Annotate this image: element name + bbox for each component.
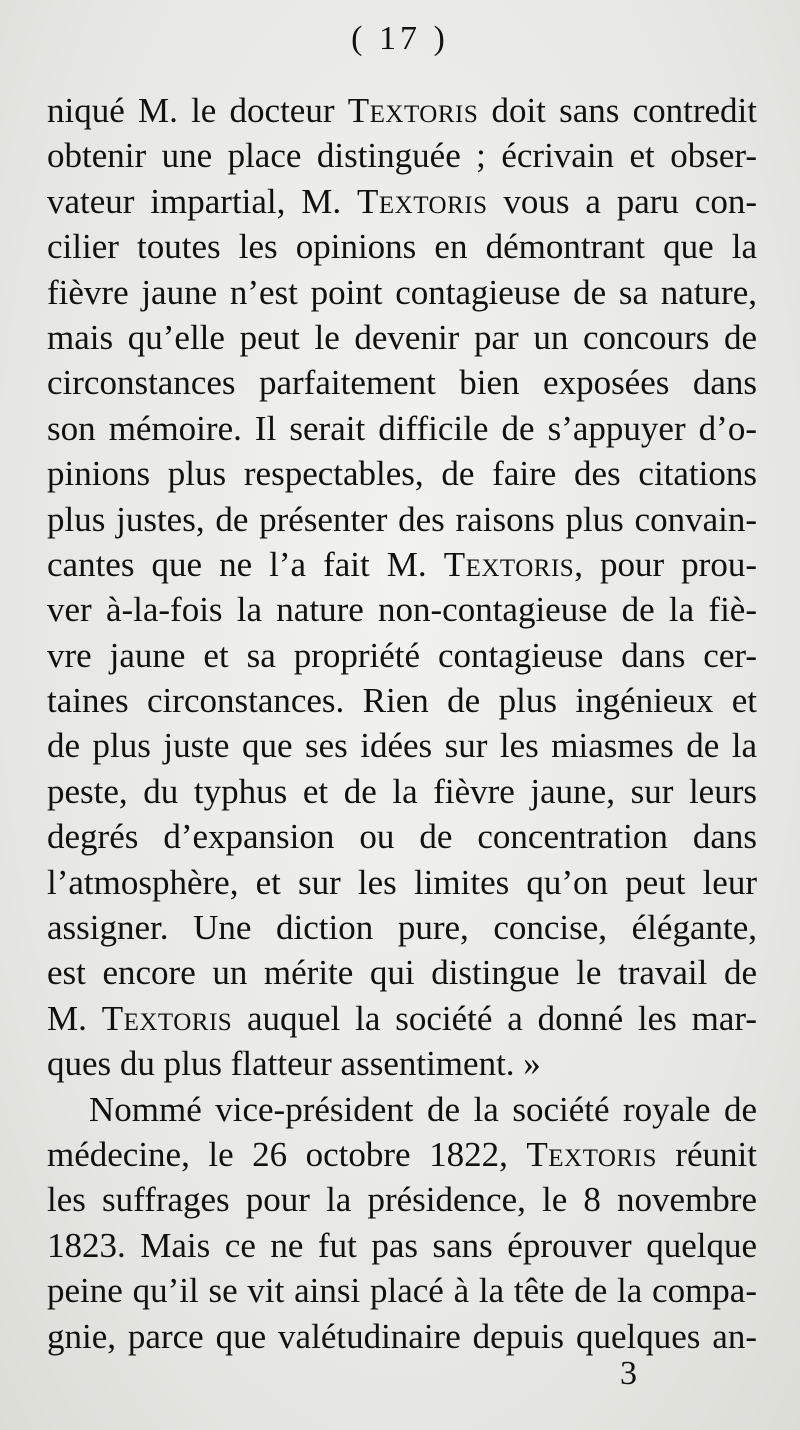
text-line: cantes que ne l’a fait M. Textoris, pour prou-	[47, 544, 757, 584]
text-line: son mémoire. Il serait difficile de s’appuyer d’o-	[47, 408, 757, 448]
text-line: fièvre jaune n’est point contagieuse de sa nature,	[47, 272, 757, 312]
text-line: assigner. Une diction pure, concise, élégante,	[47, 908, 757, 948]
text-line: 1823. Mais ce ne fut pas sans éprouver quelque	[47, 1225, 757, 1265]
text-line: pinions plus respectables, de faire des citations	[47, 454, 757, 494]
text-line: médecine, le 26 octobre 1822, Textoris réunit	[47, 1134, 758, 1174]
text-line: Nommé vice-président de la société royale de	[89, 1089, 757, 1129]
signature-mark: 3	[620, 1355, 637, 1392]
text-line: est encore un mérite qui distingue le travail de	[47, 953, 757, 993]
text-line: obtenir une place distinguée ; écrivain et obser-	[47, 136, 757, 176]
text-line: plus justes, de présenter des raisons plus convain-	[47, 499, 757, 539]
text-line: degrés d’expansion ou de concentration dans	[47, 817, 757, 857]
text-line: de plus juste que ses idées sur les miasmes de la	[47, 726, 757, 766]
text-line: l’atmosphère, et sur les limites qu’on peut leur	[47, 862, 757, 902]
page-number-header: ( 17 )	[351, 20, 449, 57]
text-line: ques du plus flatteur assentiment. »	[47, 1044, 541, 1084]
text-line: cilier toutes les opinions en démontrant que la	[47, 227, 757, 267]
text-line: peine qu’il se vit ainsi placé à la tête de la compa-	[47, 1271, 757, 1311]
text-line: les suffrages pour la présidence, le 8 novembre	[47, 1180, 757, 1220]
text-line: niqué M. le docteur Textoris doit sans contredit	[47, 91, 758, 130]
text-line: taines circonstances. Rien de plus ingénieux et	[47, 681, 757, 721]
text-line: gnie, parce que valétudinaire depuis quelques an-	[47, 1316, 757, 1356]
body-text	[47, 88, 757, 1359]
text-line: peste, du typhus et de la fièvre jaune, sur leurs	[47, 771, 757, 811]
text-line: ver à-la-fois la nature non-contagieuse de la fiè-	[47, 590, 757, 630]
text-line: circonstances parfaitement bien exposées dans	[47, 363, 757, 403]
text-line: vre jaune et sa propriété contagieuse dans cer-	[47, 635, 757, 675]
text-line: mais qu’elle peut le devenir par un concours de	[47, 317, 757, 357]
text-line: M. Textoris auquel la société a donné les mar-	[47, 998, 757, 1038]
text-line: vateur impartial, M. Textoris vous a paru con-	[47, 181, 757, 221]
